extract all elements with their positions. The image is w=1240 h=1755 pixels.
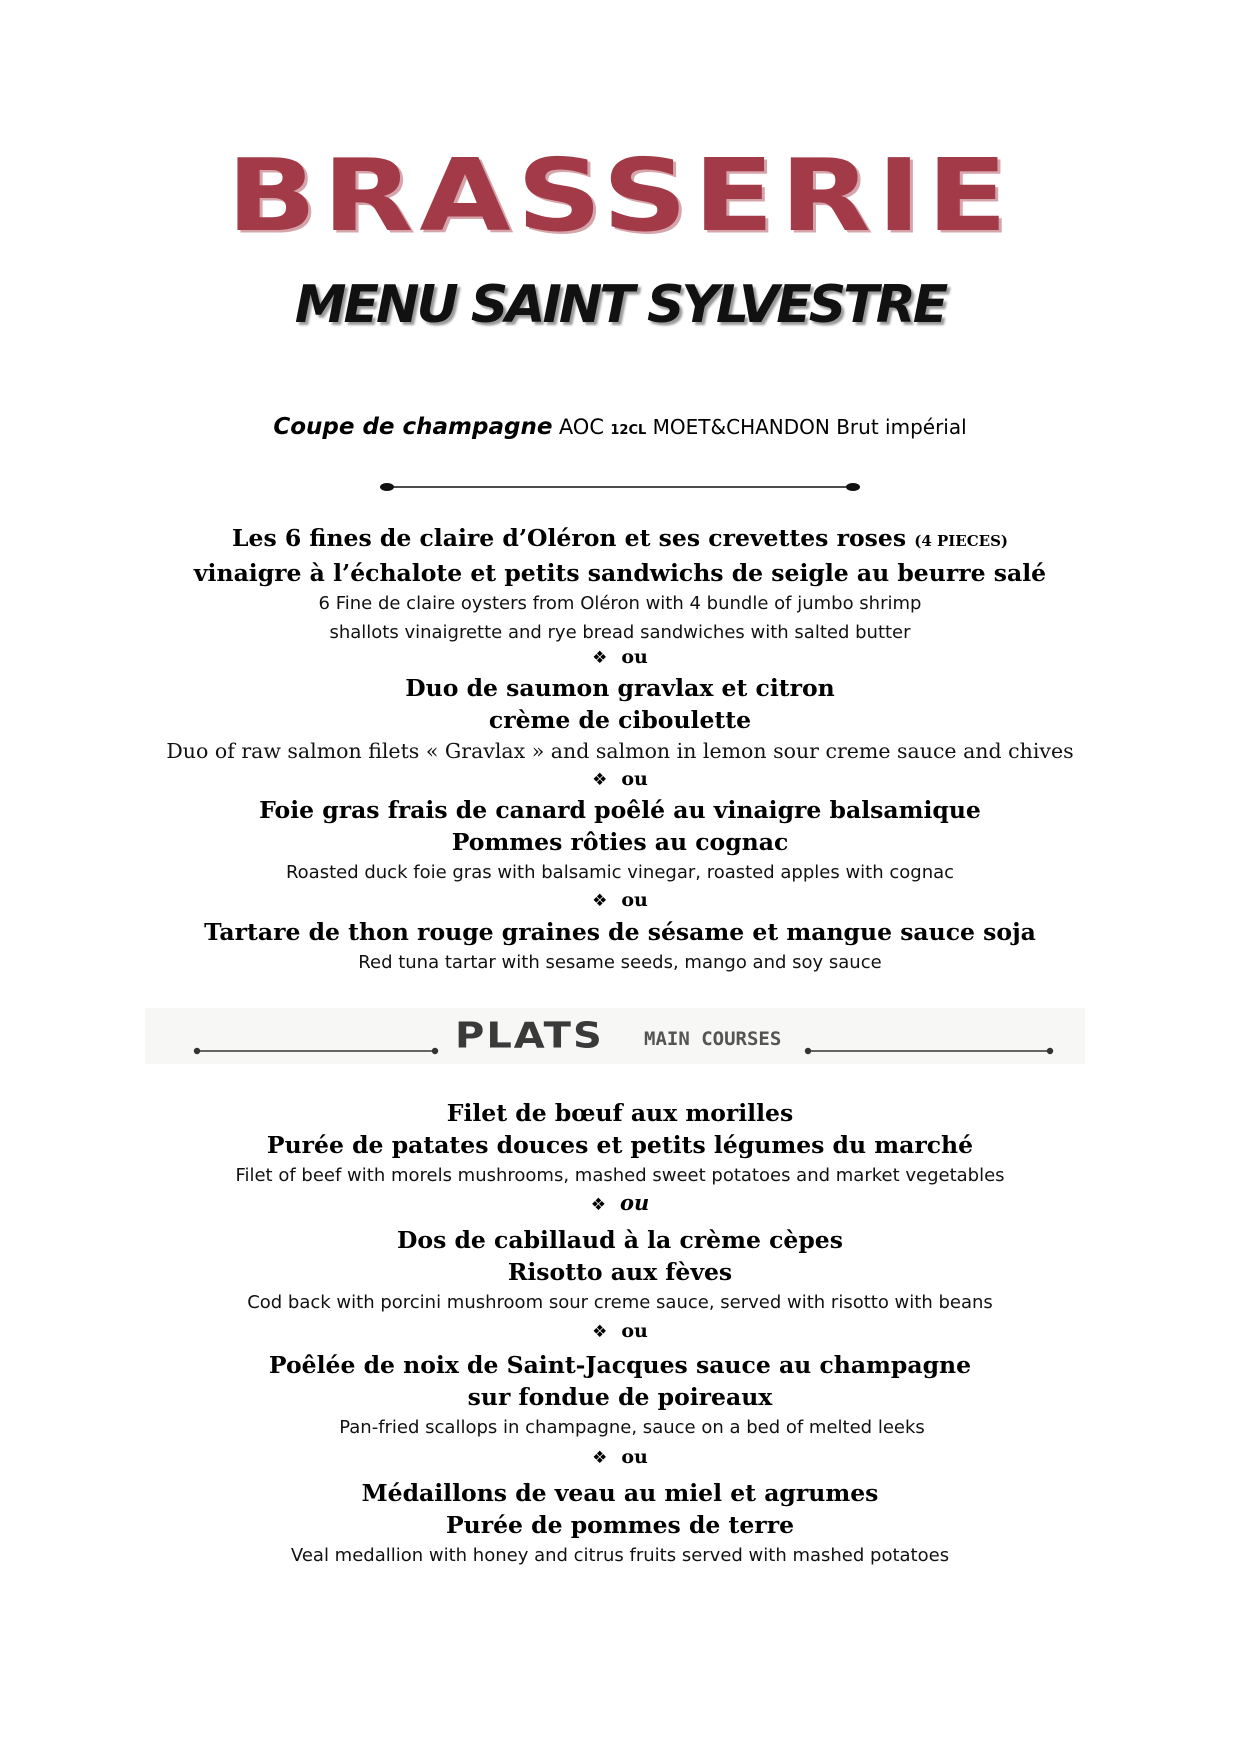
or-separator	[0, 1442, 1240, 1473]
or-separator	[0, 764, 1240, 795]
or-separator	[0, 1316, 1240, 1347]
or-label: ou	[619, 1190, 650, 1215]
diamond-icon: ❖	[592, 1448, 608, 1468]
plats-divider	[145, 1008, 1085, 1064]
main-4	[0, 1477, 1240, 1570]
main-3	[0, 1349, 1240, 1442]
main-4-line2: Purée de pommes de terre	[445, 1511, 795, 1539]
main-2-english: Cod back with porcini mushroom sour creme sauce, served with risotto with beans	[247, 1292, 993, 1313]
main-4-english: Veal medallion with honey and citrus fruits served with mashed potatoes	[290, 1545, 950, 1566]
starter-2-line2: crème de ciboulette	[488, 706, 752, 734]
aperitif-aoc: AOC	[558, 415, 605, 439]
main-2	[0, 1224, 1240, 1317]
starter-1-line2: vinaigre à l’échalote et petits sandwichs de seigle au beurre salé	[193, 559, 1047, 587]
aperitif-volume: 12CL	[610, 423, 647, 438]
starter-2-english: Duo of raw salmon filets « Gravlax » and salmon in lemon sour creme sauce and chives	[166, 739, 1074, 763]
aperitif-lead: Coupe de champagne	[273, 414, 553, 440]
plats-subtitle: MAIN COURSES	[644, 1028, 782, 1050]
or-label: ou	[621, 889, 648, 911]
starter-1-title	[0, 522, 1240, 557]
diamond-icon: ❖	[592, 648, 608, 668]
main-2-line1: Dos de cabillaud à la crème cèpes	[397, 1226, 843, 1254]
or-separator	[0, 642, 1240, 673]
or-label: ou	[621, 1320, 648, 1342]
main-1-line1: Filet de bœuf aux morilles	[446, 1099, 794, 1127]
diamond-icon: ❖	[592, 1322, 608, 1342]
main-1-line2: Purée de patates douces et petits légumes du marché	[266, 1131, 974, 1159]
main-3-line1: Poêlée de noix de Saint-Jacques sauce au champagne	[268, 1351, 972, 1379]
diamond-icon: ❖	[590, 1195, 606, 1215]
starter-2	[0, 672, 1240, 766]
or-separator	[0, 1188, 1240, 1220]
main-1	[0, 1097, 1240, 1190]
main-1-english: Filet of beef with morels mushrooms, mashed sweet potatoes and market vegetables	[235, 1165, 1005, 1186]
starter-4-line1: Tartare de thon rouge graines de sésame et mangue sauce soja	[204, 918, 1036, 946]
or-separator	[0, 885, 1240, 916]
aperitif-line	[0, 410, 1240, 444]
plats-title: PLATS	[455, 1015, 604, 1057]
starter-3	[0, 794, 1240, 887]
main-3-line2: sur fondue de poireaux	[467, 1383, 773, 1411]
aperitif-name: MOET&CHANDON Brut impérial	[652, 415, 967, 439]
ornamental-divider	[380, 481, 860, 493]
main-2-line2: Risotto aux fèves	[507, 1258, 733, 1286]
main-4-line1: Médaillons de veau au miel et agrumes	[361, 1479, 879, 1507]
menu-title: MENU SAINT SYLVESTRE	[294, 275, 946, 335]
or-label: ou	[621, 1446, 648, 1468]
diamond-icon: ❖	[592, 891, 608, 911]
starter-3-line2: Pommes rôties au cognac	[451, 828, 789, 856]
starter-3-english: Roasted duck foie gras with balsamic vinegar, roasted apples with cognac	[285, 862, 955, 883]
main-3-english: Pan-fried scallops in champagne, sauce on a bed of melted leeks	[339, 1417, 925, 1438]
starter-4-english: Red tuna tartar with sesame seeds, mango and soy sauce	[358, 952, 882, 973]
diamond-icon: ❖	[592, 770, 608, 790]
starter-1-english-2: shallots vinaigrette and rye bread sandwiches with salted butter	[329, 622, 911, 643]
or-label: ou	[621, 646, 648, 668]
starter-1-english-1: 6 Fine de claire oysters from Oléron with 4 bundle of jumbo shrimp	[318, 593, 922, 614]
starter-4	[0, 916, 1240, 977]
starter-3-line1: Foie gras frais de canard poêlé au vinaigre balsamique	[259, 796, 981, 824]
starter-1-line1: Les 6 fines de claire d’Oléron et ses crevettes roses	[231, 524, 907, 552]
or-label: ou	[621, 768, 648, 790]
brand-logo: BRASSERIE	[226, 136, 1014, 254]
starter-1	[0, 522, 1240, 647]
starter-1-note: (4 PIECES)	[914, 532, 1009, 550]
starter-2-line1: Duo de saumon gravlax et citron	[405, 674, 835, 702]
